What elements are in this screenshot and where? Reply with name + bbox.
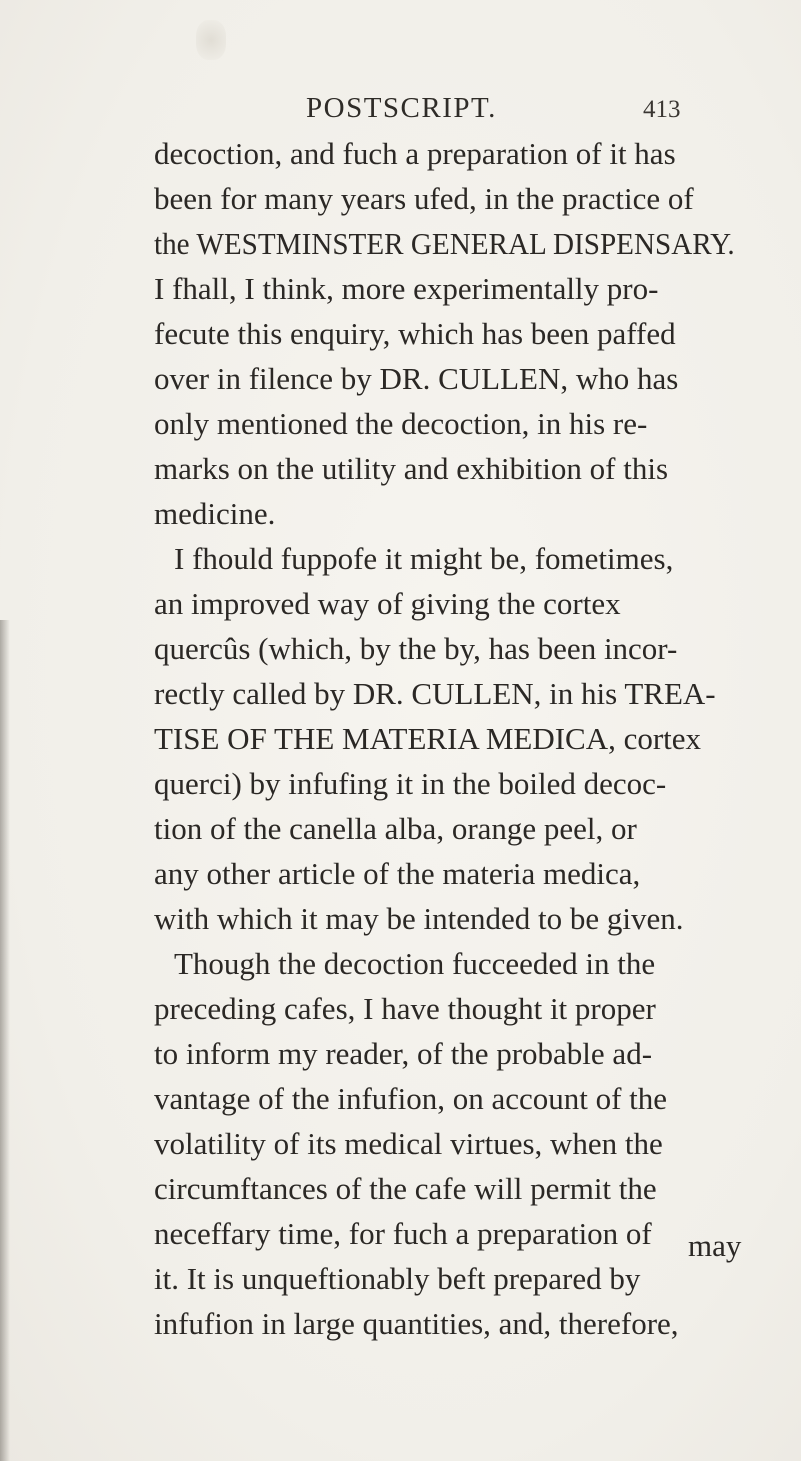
- running-head: [0, 92, 801, 136]
- text-line: querci) by infufing it in the boiled decoc-: [154, 766, 667, 801]
- text-line: tion of the canella alba, orange peel, or: [154, 811, 637, 846]
- spine-shadow: [0, 620, 10, 1461]
- text-line: only mentioned the decoction, in his re-: [154, 406, 648, 441]
- text-line: over in filence by DR. CULLEN, who has: [154, 361, 679, 396]
- catchword: may: [688, 1228, 742, 1263]
- text-line: vantage of the infufion, on account of the: [154, 1081, 668, 1116]
- text-line: decoction, and fuch a preparation of it has: [154, 136, 676, 171]
- text-line: TISE OF THE MATERIA MEDICA, cortex: [154, 721, 702, 756]
- text-line: infufion in large quantities, and, therefore,: [154, 1306, 679, 1341]
- paper-stain: [196, 20, 226, 60]
- text-line: volatility of its medical virtues, when the: [154, 1126, 663, 1161]
- text-line: an improved way of giving the cortex: [154, 586, 621, 621]
- text-line: marks on the utility and exhibition of this: [154, 451, 669, 486]
- text-line: to inform my reader, of the probable ad-: [154, 1036, 653, 1071]
- text-line: been for many years ufed, in the practice of: [154, 181, 694, 216]
- text-line: the WESTMINSTER GENERAL DISPENSARY.: [154, 226, 735, 261]
- text-line: rectly called by DR. CULLEN, in his TREA-: [154, 676, 716, 711]
- text-line: it. It is unqueftionably beft prepared by: [154, 1261, 641, 1296]
- text-line: with which it may be intended to be given.: [154, 901, 684, 936]
- text-line: medicine.: [154, 496, 276, 531]
- text-line: circumftances of the cafe will permit the: [154, 1171, 657, 1206]
- text-line: any other article of the materia medica,: [154, 856, 641, 891]
- text-line: neceffary time, for fuch a preparation of: [154, 1216, 652, 1251]
- text-line: quercûs (which, by the by, has been incor-: [154, 631, 678, 666]
- running-head-title: POSTSCRIPT.: [306, 92, 497, 124]
- text-line: Though the decoction fucceeded in the: [174, 946, 656, 981]
- page-number: 413: [643, 96, 681, 123]
- text-line: preceding cafes, I have thought it proper: [154, 991, 656, 1026]
- text-line: I fhall, I think, more experimentally pro-: [154, 271, 659, 306]
- text-line: I fhould fuppofe it might be, fometimes,: [174, 541, 674, 576]
- text-line: fecute this enquiry, which has been paffed: [154, 316, 676, 351]
